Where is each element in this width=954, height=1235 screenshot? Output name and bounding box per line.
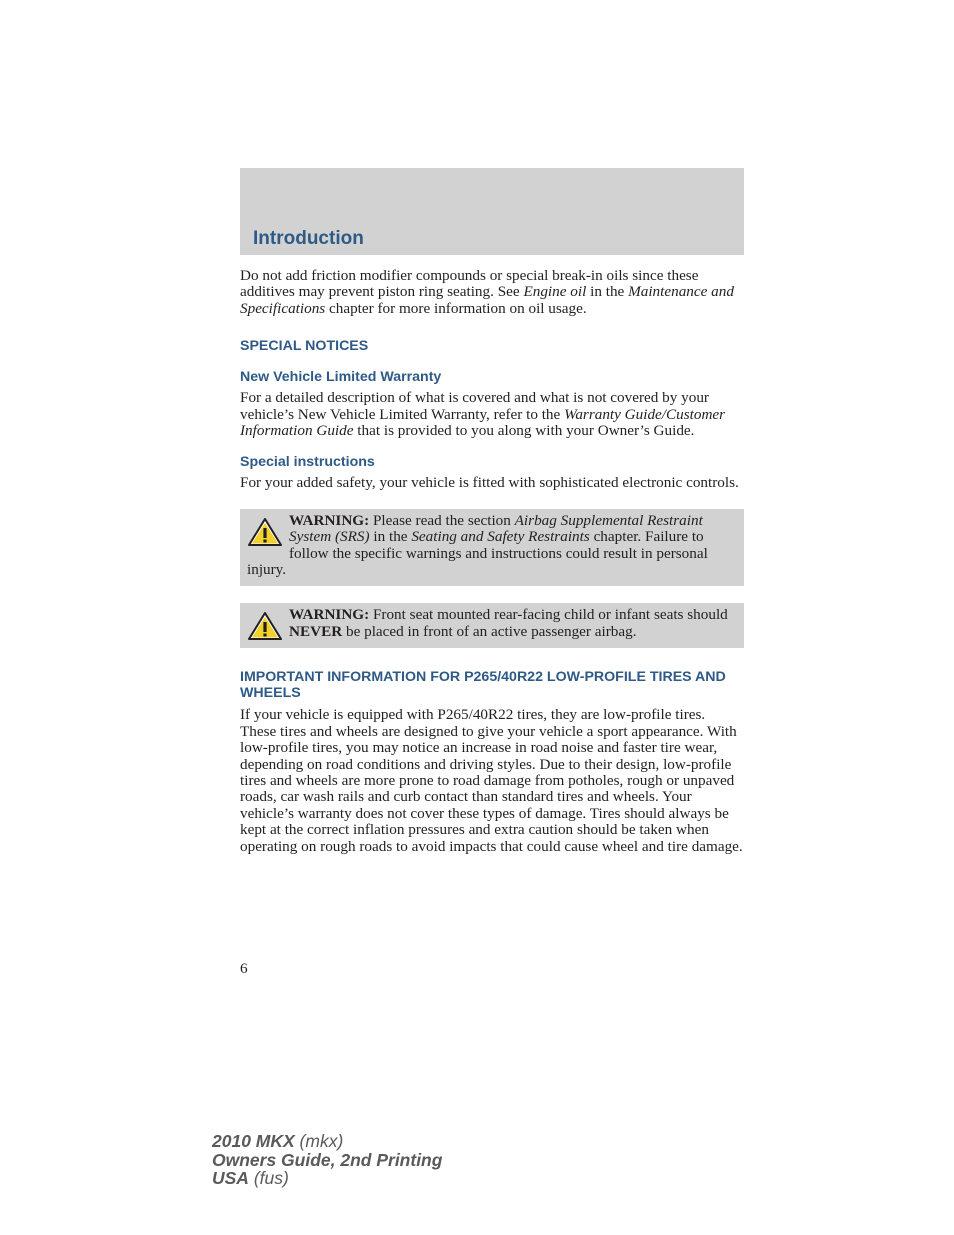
document-footer	[212, 1132, 442, 1188]
tires-paragraph: If your vehicle is equipped with P265/40R22 tires, they are low-profile tires. These tires and wheels are designed to give your vehicle a sport appearance. With low-profile tires, you may notice an increase in road noise and faster tire wear, depending on road conditions and driving styles. Due to their design, low-profile tires and wheels are more prone to road damage from potholes, rough or unpaved roads, car wash rails and curb contact than standard tires and wheels. Your vehicle’s warranty does not cover these types of damage. Tires should always be kept at the correct inflation pressures and extra caution should be taken when operating on rough roads to avoid impacts that could cause wheel and tire damage.	[240, 706, 743, 855]
footer-market-line: USA (fus)	[212, 1168, 289, 1188]
warning-text-airbag: WARNING: Please read the section Airbag Supplemental Restraint System (SRS) in the Seating and Safety Restraints chapter. Failure to follow the specific warnings and instructions could result in personal injury.	[247, 511, 708, 579]
chapter-title: Introduction	[253, 228, 364, 249]
warranty-heading: New Vehicle Limited Warranty	[240, 369, 442, 386]
special-notices-heading: SPECIAL NOTICES	[240, 338, 369, 355]
special-instructions-heading: Special instructions	[240, 454, 375, 471]
page-number: 6	[240, 960, 248, 977]
special-instructions-paragraph: For your added safety, your vehicle is fitted with sophisticated electronic controls.	[240, 474, 739, 492]
warranty-paragraph: For a detailed description of what is covered and what is not covered by your vehicle’s New Vehicle Limited Warranty, refer to the Warranty Guide/Customer Information Guide that is provided to you along with your Owner’s Guide.	[240, 389, 726, 440]
footer-guide-line: Owners Guide, 2nd Printing	[212, 1149, 443, 1170]
maintenance-reference: Maintenance and Specifications	[240, 283, 734, 317]
warning-text-child-seat: WARNING: Front seat mounted rear-facing child or infant seats should NEVER be placed in front of an active passenger airbag.	[289, 606, 728, 640]
warning-triangle-icon	[247, 611, 283, 641]
warning-triangle-icon	[247, 517, 283, 547]
chapter-header-band	[240, 168, 744, 255]
tires-heading: IMPORTANT INFORMATION FOR P265/40R22 LOW-PROFILE TIRES AND WHEELS	[240, 669, 726, 702]
warranty-guide-reference: Warranty Guide/Customer Information Guide	[240, 405, 726, 440]
intro-paragraph: Do not add friction modifier compounds or special break-in oils since these additives may prevent piston ring seating. See Engine oil in the Maintenance and Specifications chapter for more information on oil usage.	[240, 267, 734, 317]
warning-box-airbag	[240, 509, 744, 587]
warning-box-child-seat	[240, 603, 744, 648]
footer-model-line: 2010 MKX (mkx)	[212, 1131, 344, 1151]
page-content	[240, 268, 744, 855]
engine-oil-reference: Engine oil	[523, 283, 587, 301]
